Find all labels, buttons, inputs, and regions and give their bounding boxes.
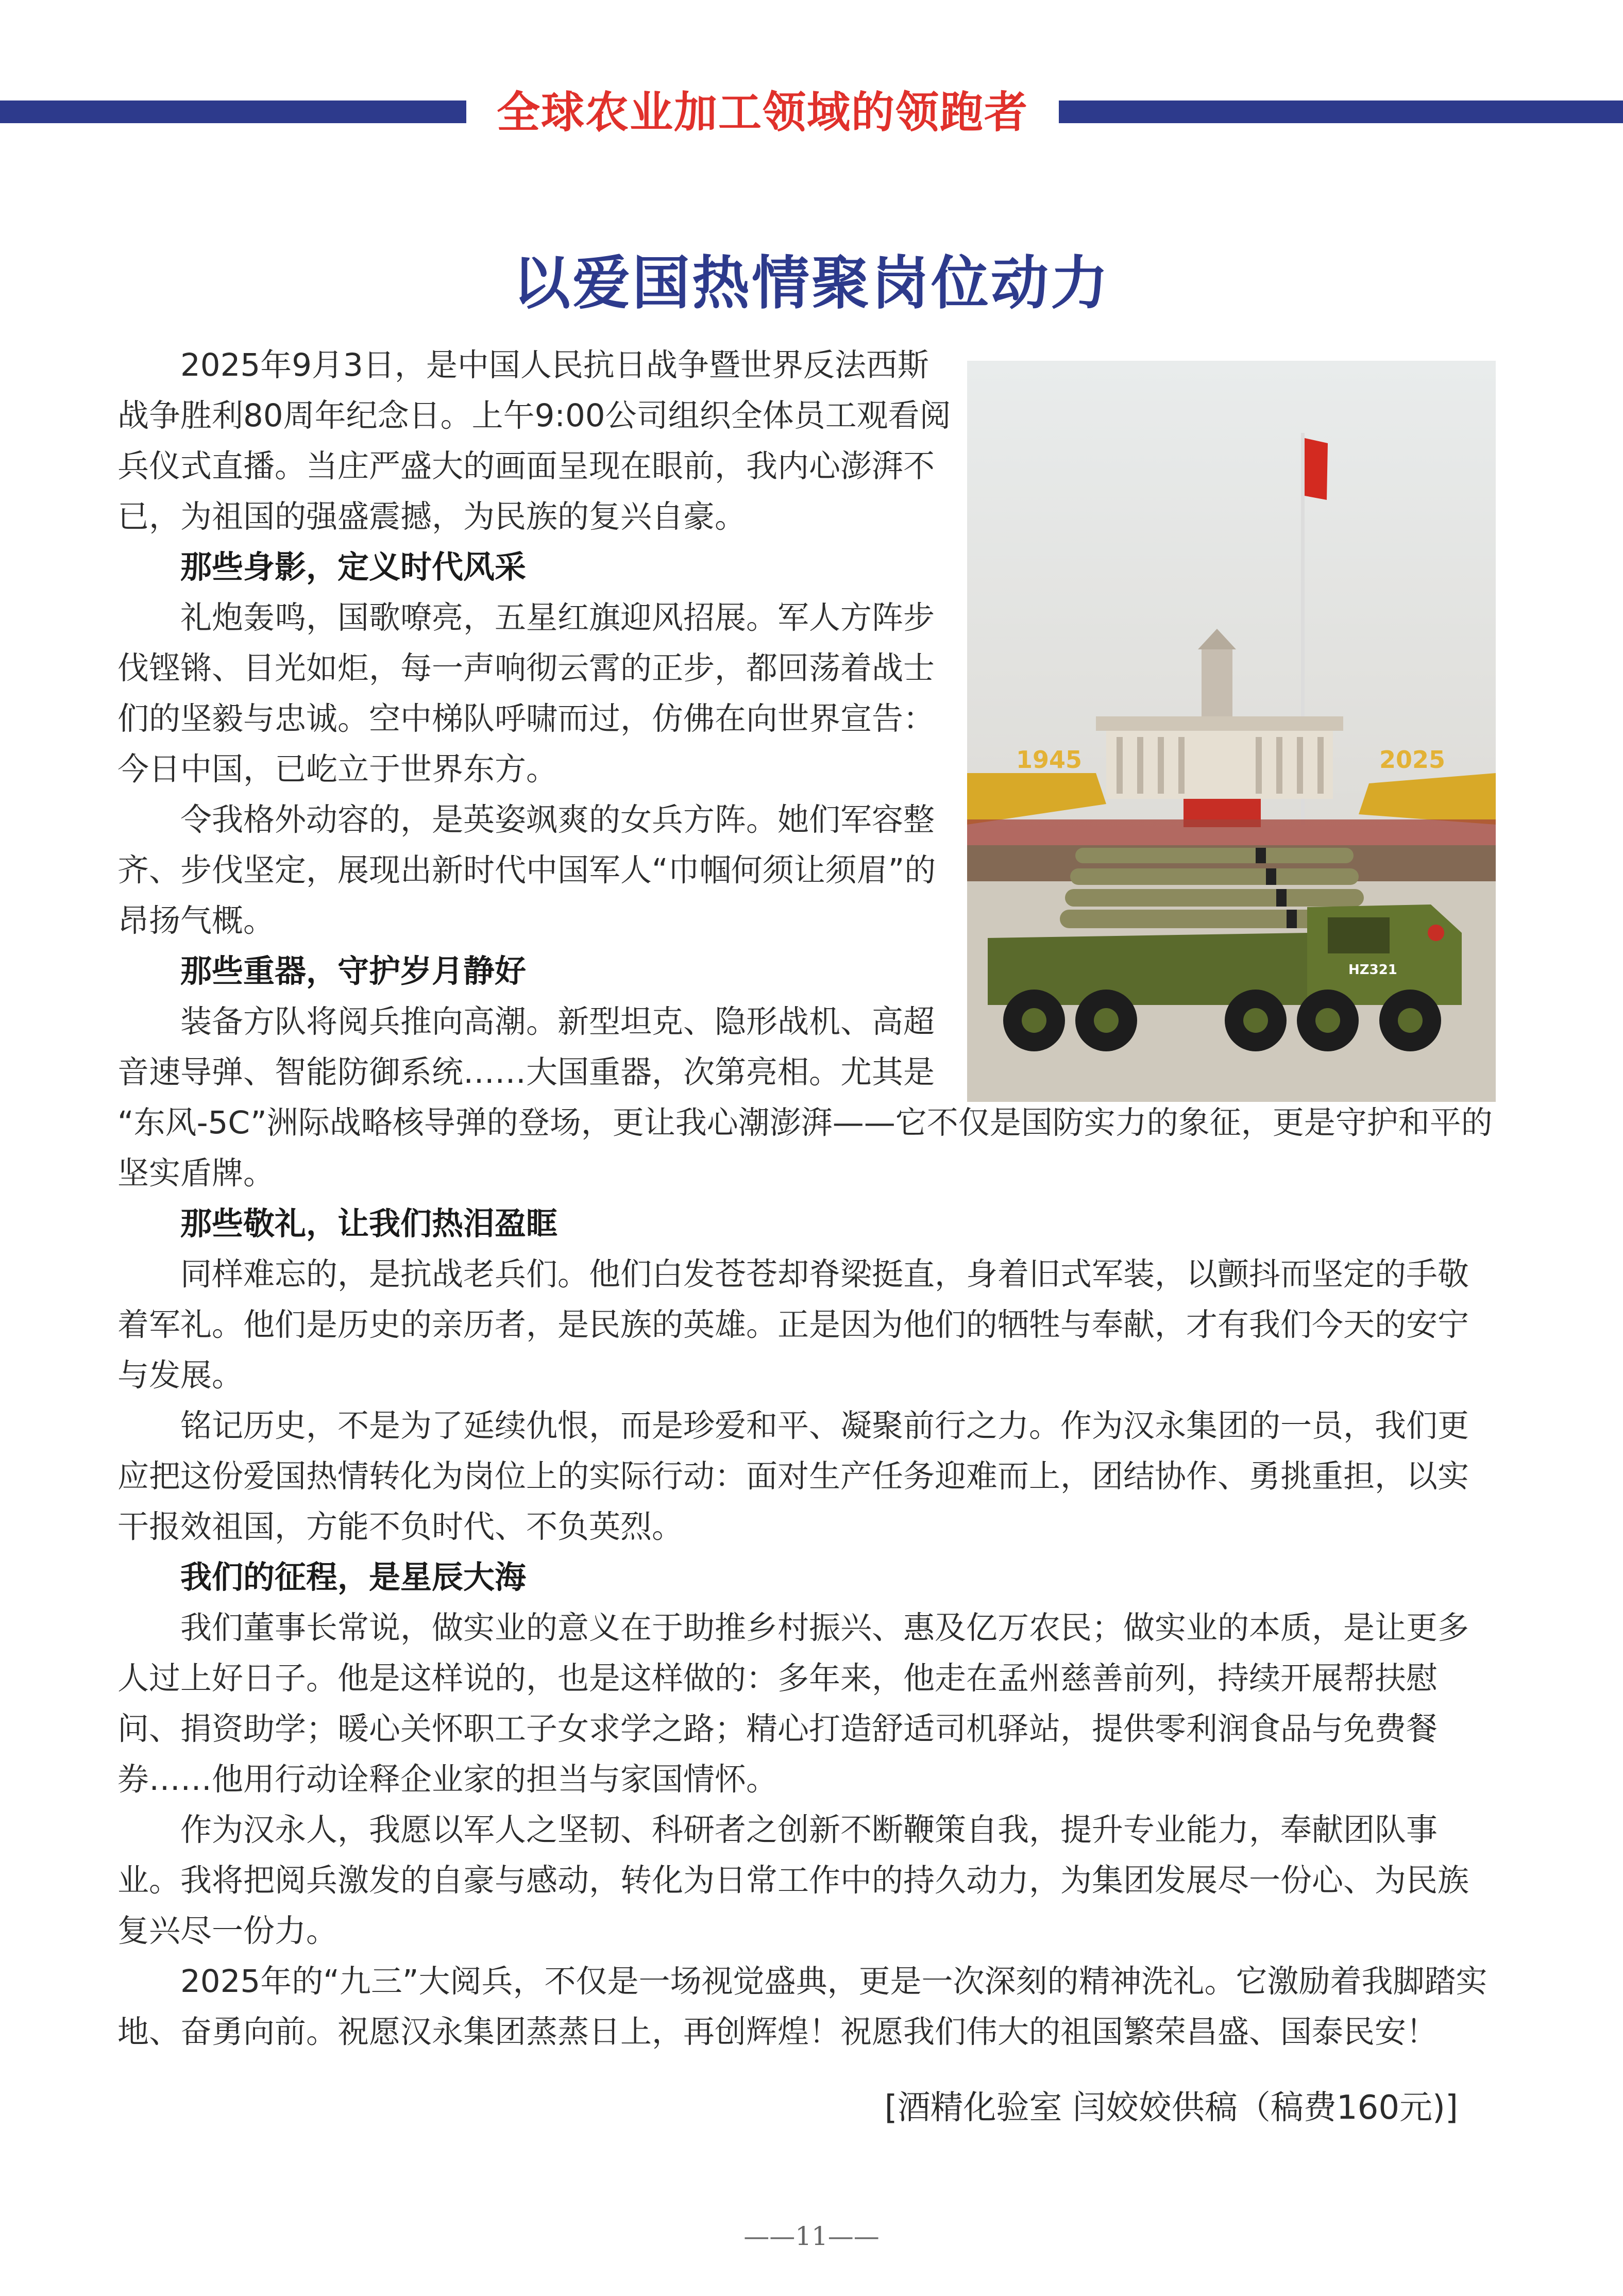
paragraph: 令我格外动容的，是英姿飒爽的女兵方阵。她们军容整齐、步伐坚定，展现出新时代中国军人“巾帼何须让须眉”的昂扬气概。 [117,801,936,939]
paragraph: 同样难忘的，是抗战老兵们。他们白发苍苍却脊梁挺直，身着旧式军装，以颤抖而坚定的手敬着军礼。他们是历史的亲历者，是民族的英雄。正是因为他们的牺牲与奉献，才有我们今天的安宁与发展。 [117,1256,1469,1394]
page-number: ——11—— [743,2221,880,2251]
section-heading: 那些身影，定义时代风采 [180,549,527,585]
paragraph: 装备方队将阅兵推向高潮。新型坦克、隐形战机、高超音速导弹、智能防御系统……大国重器，次第亮相。尤其是 [117,1003,935,1091]
paragraph: “东风-5C”洲际战略核导弹的登场，更让我心潮澎湃——它不仅是国防实力的象征，更是守护和平的坚实盾牌。 [117,1104,1493,1192]
section-heading: 那些敬礼，让我们热泪盈眶 [180,1205,558,1242]
paragraph: 作为汉永人，我愿以军人之坚韧、科研者之创新不断鞭策自我，提升专业能力，奉献团队事业。我将把阅兵激发的自豪与感动，转化为日常工作中的持久动力，为集团发展尽一份心、为民族复兴尽一份力。 [117,1812,1469,1949]
header-slogan: 全球农业加工领域的领跑者 [496,87,1028,138]
author-credit: [酒精化验室 闫姣姣供稿（稿费160元)] [884,2089,1458,2127]
photo-year-left: 1945 [1016,746,1083,774]
paragraph: 礼炮轰鸣，国歌嘹亮，五星红旗迎风招展。军人方阵步伐铿锵、目光如炬，每一声响彻云霄的正步，都回荡着战士们的坚毅与忠诚。空中梯队呼啸而过，仿佛在向世界宣告：今日中国，已屹立于世界东方。 [117,599,935,787]
paragraph-intro: 2025年9月3日，是中国人民抗日战争暨世界反法西斯战争胜利80周年纪念日。上午9:00公司组织全体员工观看阅兵仪式直播。当庄严盛大的画面呈现在眼前，我内心澎湃不已，为祖国的强盛震撼，为民族的复兴自豪。 [117,347,951,535]
header-rule-right [1059,100,1623,123]
photo-vehicle-id: HZ321 [1348,962,1397,978]
section-heading: 那些重器，守护岁月静好 [180,953,527,990]
article-title: 以爱国热情聚岗位动力 [513,250,1110,317]
paragraph: 我们董事长常说，做实业的意义在于助推乡村振兴、惠及亿万农民；做实业的本质，是让更多人过上好日子。他是这样说的，也是这样做的：多年来，他走在孟州慈善前列，持续开展帮扶慰问、捐资助学；暖心关怀职工子女求学之路；精心打造舒适司机驿站，提供零利润食品与免费餐券……他用行动诠释企业家的担当与家国情怀。 [117,1610,1469,1798]
article-body [117,340,1498,2057]
section-heading: 我们的征程，是星辰大海 [180,1559,527,1596]
photo-year-right: 2025 [1379,746,1446,774]
paragraph: 2025年的“九三”大阅兵，不仅是一场视觉盛典，更是一次深刻的精神洗礼。它激励着我脚踏实地、奋勇向前。祝愿汉永集团蒸蒸日上，再创辉煌！祝愿我们伟大的祖国繁荣昌盛、国泰民安！ [117,1963,1487,2050]
header-rule-left [0,100,466,123]
paragraph: 铭记历史，不是为了延续仇恨，而是珍爱和平、凝聚前行之力。作为汉永集团的一员，我们更应把这份爱国热情转化为岗位上的实际行动：面对生产任务迎难而上，团结协作、勇挑重担，以实干报效祖国，方能不负时代、不负英烈。 [117,1407,1469,1545]
